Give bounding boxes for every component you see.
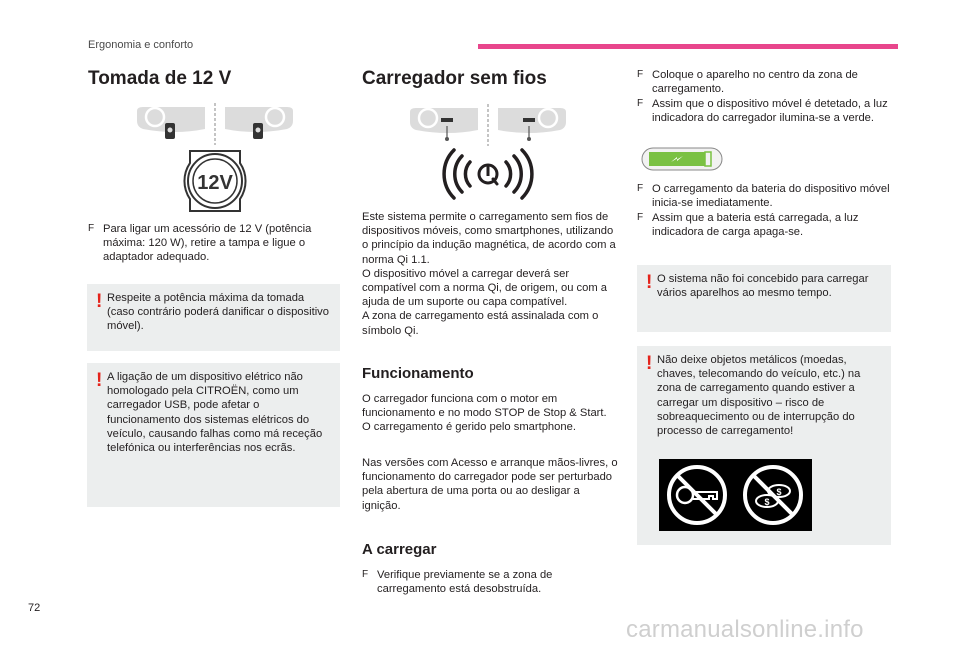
svg-text:$: $ bbox=[764, 497, 770, 507]
wireless-intro: Este sistema permite o carregamento sem fios de dispositivos móveis, como smartphones, utilizando o princípio da indução magnética, de acordo com a norma Qi 1.1. O dispositivo móvel a carregar deverá ser compatível com a norma Qi, de origem, ou com a ajuda de um suporte ou capa compatível. A zona de carregamento está assinalada com o símbolo Qi. bbox=[362, 211, 616, 337]
no-metal-objects-pictogram bbox=[659, 459, 812, 531]
wireless-warning-single-device: ! O sistema não foi concebido para carregar vários aparelhos ao mesmo tempo. bbox=[637, 265, 891, 332]
operation-paragraph-1: O carregador funciona com o motor em funcionamento e no modo STOP de Stop & Start. O carregamento é gerido pelo smartphone. bbox=[362, 393, 607, 434]
charging-step-5: F Assim que a bateria está carregada, a luz indicadora de carga apaga-se. bbox=[637, 212, 859, 239]
socket-label: 12V bbox=[197, 172, 233, 194]
socket-warning-homologation: ! A ligação de um dispositivo elétrico não homologado pela CITROËN, como um carregador USB, pode afetar o funcionamento dos sistemas elétricos do veículo, causando falhas como má receção telefónica ou interferências nos ecrãs. bbox=[87, 363, 340, 507]
socket-instruction: F Para ligar um acessório de 12 V (potência máxima: 120 W), retire a tampa e ligue o adaptador adequado. bbox=[88, 223, 312, 264]
page-number: 72 bbox=[28, 602, 41, 614]
operation-paragraph-2: Nas versões com Acesso e arranque mãos-livres, o funcionamento do carregador pode ser perturbado pela abertura de uma porta ou ao desligar a ignição. bbox=[362, 457, 618, 512]
header-accent-bar bbox=[478, 44, 898, 49]
warning-icon: ! bbox=[96, 370, 103, 391]
operation-title: Funcionamento bbox=[362, 365, 474, 382]
dashboard-charger-location-icon bbox=[408, 104, 568, 146]
warning-icon: ! bbox=[646, 272, 653, 293]
12v-socket-icon bbox=[180, 147, 250, 215]
wireless-warning-metal-objects: ! Não deixe objetos metálicos (moedas, chaves, telecomando do veículo, etc.) na zona de carregamento quando estiver a carregar um dispositivo – risco de sobreaquecimento ou de interrupção do processo de carregamento! bbox=[637, 346, 891, 545]
dashboard-socket-location-icon bbox=[135, 103, 295, 145]
charging-step-2: F Coloque o aparelho no centro da zona de carregamento. bbox=[637, 69, 858, 96]
watermark: carmanualsonline.info bbox=[626, 616, 864, 643]
charging-indicator-icon bbox=[641, 147, 723, 171]
warning-icon: ! bbox=[646, 353, 653, 374]
socket-title: Tomada de 12 V bbox=[88, 68, 232, 89]
svg-text:$: $ bbox=[776, 487, 782, 497]
section-header: Ergonomia e conforto bbox=[88, 39, 194, 51]
qi-wireless-symbol-icon bbox=[440, 146, 536, 202]
charging-step-3: F Assim que o dispositivo móvel é detetado, a luz indicadora do carregador ilumina-se a verde. bbox=[637, 98, 888, 125]
charging-title: A carregar bbox=[362, 541, 437, 558]
wireless-title: Carregador sem fios bbox=[362, 68, 547, 89]
charging-step-1: F Verifique previamente se a zona de carregamento está desobstruída. bbox=[362, 569, 553, 596]
socket-warning-power: ! Respeite a potência máxima da tomada (caso contrário poderá danificar o dispositivo móvel). bbox=[87, 284, 340, 351]
warning-icon: ! bbox=[96, 291, 103, 312]
charging-step-4: F O carregamento da bateria do dispositivo móvel inicia-se imediatamente. bbox=[637, 183, 890, 210]
